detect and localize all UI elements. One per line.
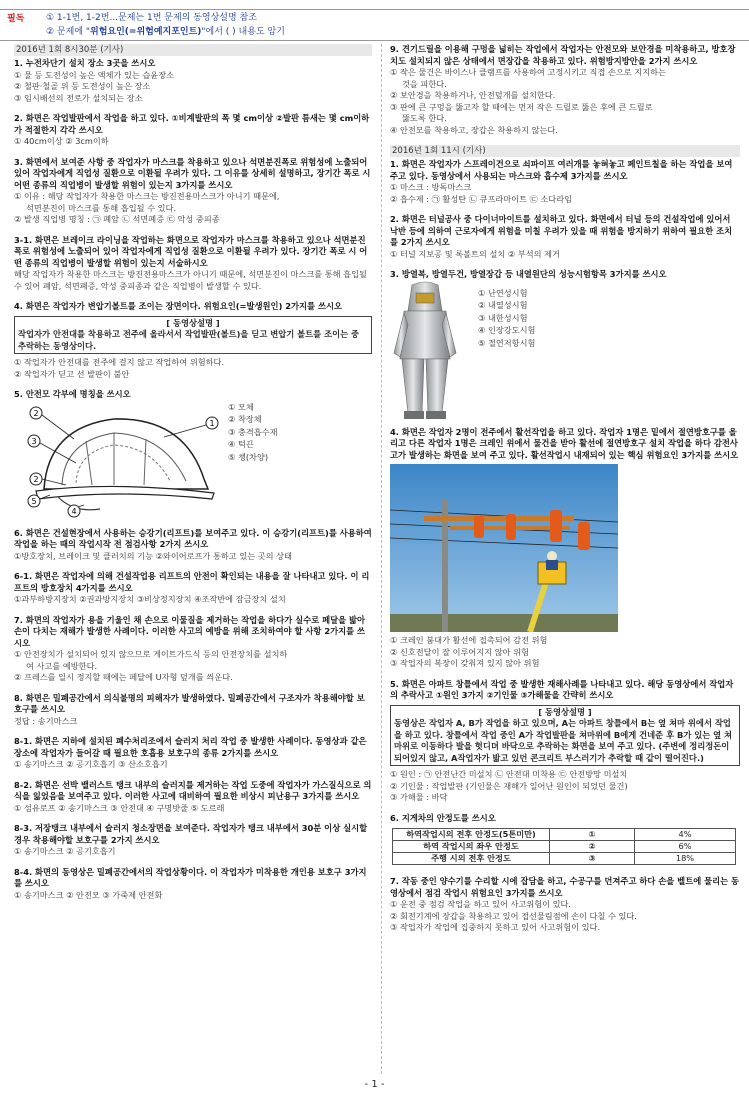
answer: ① 터널 지보공 및 록볼트의 설치 ② 부석의 제거	[390, 248, 560, 259]
table-row: 하역작업시의 전후 안정도(5톤미만) ① 4%	[393, 829, 736, 841]
notice-line-1: ① 1-1번, 1-2번...문제는 1번 문제의 동영상설명 참조	[46, 13, 257, 23]
question: 2. 화면은 터널공사 중 다이너마이트를 설치하고 있다. 화면에서 터널 등의 건설작업에 있어서 낙반 등에 의하여 근로자에게 위험을 미칠 우려가 있을 때 위험을 방지하기 위하여 필요한 조치를 2가지 쓰시오	[390, 214, 733, 247]
answer: ① 40cm이상 ② 3cm이하	[14, 136, 109, 146]
svg-text:2: 2	[33, 408, 39, 418]
section-header: 2016년 1회 8시30분 (기사)	[14, 44, 372, 56]
question: 8-4. 화면의 동영상은 밀폐공간에서의 작업상황이다. 이 작업자가 미착용한 개인용 보호구 3가지를 쓰시오	[14, 866, 367, 888]
question: 3. 방열복, 방열두건, 방열장갑 등 내열원단의 성능시험항목 3가지를 쓰시오	[390, 269, 667, 279]
svg-text:2: 2	[33, 474, 39, 484]
question: 1. 누전차단기 설치 장소 3곳을 쓰시오	[14, 58, 156, 68]
answer: ② 보안경을 착용하거나, 안전덮개를 설치한다.	[390, 90, 556, 100]
answer: ② 철판·철골 위 등 도전성이 높은 장소	[14, 81, 151, 91]
question: 3-1. 화면은 브레이크 라이닝을 작업하는 화면으로 작업자가 마스크를 착용하고 있으나 석면분진 폭로 위험성에 노출되어 있어 작업자에게 직업성 질환으로 이환될 우려가 있다. 장기간 폭로 시 어떤 종류의 직업병이 발생할 위험이 있는지 서술하시오	[14, 234, 368, 268]
answer: ① 작업자가 안전대를 전주에 걸지 않고 작업하여 위험하다.	[14, 357, 225, 367]
answer: ③ 판에 큰 구멍을 뚫고자 할 때에는 먼저 작은 드릴로 뚫은 후에 큰 드릴로	[390, 101, 653, 112]
question: 7. 화면의 작업자가 용을 기울인 채 손으로 이물질을 제거하는 작업을 하다가 실수로 페달을 밟아 손이 다치는 재해가 발생한 사례이다. 이러한 사고의 예방을 위해 조치하여야 할 사항 2가지를 쓰시오	[14, 614, 366, 648]
answer: ② 발생 직업병 명칭 : ㉠ 폐암 ㉡ 석면폐증 ㉢ 악성 중피종	[14, 214, 220, 224]
question: 4. 화면은 작업자가 변압기볼트를 조이는 장면이다. 위험요인(=발생원인) 2가지를 쓰시오	[14, 301, 342, 311]
helmet-figure	[14, 401, 372, 519]
answer: 석면분진이 마스크를 통해 흡입될 수 있다.	[26, 202, 177, 213]
answer: 정답 : 송기마스크	[14, 715, 78, 726]
question: 9. 견기드릴을 이용해 구멍을 넓히는 작업에서 작업자는 안전모와 보안경을 미착용하고, 방호장치도 설치되지 않은 상태에서 면장갑을 착용하고 있다. 위험방지방안을 2가지 쓰시오	[390, 44, 736, 66]
question: 5. 화면은 아파트 창틀에서 작업 중 발생한 재해사례를 나타내고 있다. 해당 동영상에서 작업자의 추락사고 ①원인 3가지 ②기인물 ③가해물을 간략히 쓰시오	[390, 678, 734, 700]
test-items-list: ① 난연성시험 ② 내열성시험 ③ 내한성시험 ④ 인장강도시험 ⑤ 절연저항시험	[478, 287, 536, 348]
answer: ① 원인 : ㉠ 안전난간 미설치 ㉡ 안전대 미착용 ㉢ 안전방망 미설치	[390, 769, 628, 779]
answer: ② 프레스를 일시 정지할 때에는 페달에 U자형 덮개를 씌운다.	[14, 672, 233, 682]
answer: ① 송기마스크 ② 공기호흡기	[14, 846, 116, 856]
question: 8-2. 화면은 선박 밸러스트 탱크 내부의 슬러지를 제거하는 작업 도중에 작업자가 가스질식으로 의식을 잃었음을 보여주고 있다. 이러한 사고에 대비하여 필요한 비상시 피난용구 3가지를 쓰시오	[14, 779, 372, 801]
question: 6-1. 화면은 작업자에 의해 건설작업용 리프트의 안전이 확인되는 내용을 잘 나타내고 있다. 이 리프트의 방호장치 4가지를 쓰시오	[14, 571, 370, 593]
svg-text:1: 1	[209, 418, 215, 428]
section-header: 2016년 1회 11시 (기사)	[390, 145, 740, 157]
question: 6. 지게차의 안정도를 쓰시오	[390, 812, 496, 823]
answer: ③ 작업자의 복장이 갖춰져 있지 않아 위험	[390, 658, 540, 668]
question: 3. 화면에서 보여준 사항 중 작업자가 마스크를 착용하고 있으나 석면분진폭로 위험성에 노출되어 있어 작업자에게 직업성 질환으로 이환될 우려가 있다. 그 이유를 상세히 설명하고, 장기간 폭로 시 어떤 종류의 직업병이 발생할 위험이 있는지 3가지를 쓰시오	[14, 156, 371, 190]
answer: ① 이유 : 해당 작업자가 착용한 마스크는 방진전용마스크가 아니기 때문에,	[14, 191, 280, 201]
answer: 여 사고를 예방한다.	[26, 660, 98, 671]
helmet-diagram	[14, 401, 222, 519]
question: 4. 화면은 작업자 2명이 전주에서 활선작업을 하고 있다. 작업자 1명은 밑에서 절연방호구를 올리고 다른 작업자 1명은 크레인 위에서 물건을 받아 활선에 절연방호구 설치 작업을 하다 감전사고가 발생하는 화면을 보여 주고 있다. 활선작업시 내재되어 있는 핵심 위험요인 3가지를 쓰시오	[390, 426, 739, 460]
answer: 뚫도록 한다.	[402, 113, 447, 123]
video-description-box: [ 동영상설명 ] 동영상은 작업자 A, B가 작업을 하고 있으며, A는 아파트 창틀에서 B는 옆 쳐마 위에서 작업을 하고 있다. 창틀에서 작업 중인 A가 작업발판을 쳐마위에 B에게 건네준 후 B가 있는 옆 쳐마위로 이동하다 발을 헛디뎌 바닥으로 추락하는 화면을 보여 주고 있다. (주변에 정리정돈이 되어있지 않고, A작업자가 밟고 있던 콘크리트 부스러기가 추락할 때 같이 떨어진다.)	[390, 705, 740, 767]
answer: ② 작업자가 딛고 선 발판이 불안	[14, 368, 130, 379]
table-row: 주행 시의 전후 안정도 ③ 18%	[393, 853, 736, 865]
answer: 해당 작업자가 착용한 마스크는 방진전용마스크가 아니기 때문에, 석면분진이 마스크를 통해 흡입될 수 있어 폐암, 석면폐증, 악성 중피종과 같은 직업병이 발생할 수 있다.	[14, 269, 367, 291]
left-column	[14, 44, 372, 901]
question: 8. 화면은 밀폐공간에서 의식불명의 피해자가 발생하였다. 밀폐공간에서 구조자가 착용해야할 보호구를 쓰시오	[14, 692, 365, 714]
answer: ② 흡수제 : ㉠ 활성탄 ㉡ 큐프라마이트 ㉢ 소다라임	[390, 193, 573, 204]
right-column	[390, 44, 740, 934]
answer: ① 물 등 도전성이 높은 액체가 있는 습윤장소	[14, 69, 175, 80]
heat-suit-figure	[390, 281, 740, 421]
page-number: - 1 -	[364, 1079, 385, 1090]
notice-banner	[0, 9, 749, 41]
helmet-parts-list: ① 모체 ② 착장체 ③ 충격흡수재 ④ 턱끈 ⑤ 챙(차양)	[228, 401, 278, 462]
answer: ① 작은 물건은 바이스나 클램프를 사용하여 고정시키고 직접 손으로 지지하는	[390, 67, 666, 77]
live-wire-work-photo	[390, 464, 618, 632]
answer: ② 기인물 : 작업발판 (기인물은 재해가 일어난 원인이 되었던 물건)	[390, 780, 628, 791]
forklift-stability-table	[392, 828, 736, 865]
question: 7. 작동 중인 양수기를 수리할 시에 잡담을 하고, 수공구를 던져주고 하다 손을 벨트에 물리는 동영상에서 점검 작업시 위험요인 3가지를 쓰시오	[390, 876, 740, 898]
answer: ④ 안전모를 착용하고, 장갑은 착용하지 않는다.	[390, 124, 558, 135]
question: 5. 안전모 각부에 명칭을 쓰시오	[14, 389, 131, 399]
notice-label: 필독	[7, 14, 25, 24]
question: 6. 화면은 건설현장에서 사용하는 승강기(리프트)를 보여주고 있다. 이 승강기(리프트)를 사용하여 작업을 하는 때의 작업시작 전 점검사항 2가지 쓰시오	[14, 527, 372, 549]
question: 2. 화면은 작업발판에서 작업을 하고 있다. ①비계발판의 폭 몇 cm이상 ②발판 틈새는 몇 cm이하가 적절한지 각각 쓰시오	[14, 113, 370, 135]
heat-suit-image	[390, 281, 460, 421]
svg-text:5: 5	[31, 496, 37, 506]
answer: ①방호장치, 브레이크 및 클러치의 기능 ②와이어로프가 통하고 있는 곳의 상태	[14, 550, 292, 561]
answer: ② 신호전달이 잘 이루어지지 않아 위험	[390, 646, 529, 657]
answer: ① 크레인 붐대가 활선에 접촉되어 감전 위험	[390, 635, 548, 645]
answer: ①과부하방지장치 ②권과방지장치 ③비상정지장치 ④조작반에 잠금장치 설치	[14, 594, 286, 604]
notice-line-2: ② 문제에 "위험요인(=위험예지포인트)"에서 ( ) 내용도 암기	[46, 27, 285, 37]
svg-text:3: 3	[31, 436, 37, 446]
svg-text:4: 4	[71, 506, 77, 516]
answer: ① 운전 중 점검 작업을 하고 있어 사고위험이 있다.	[390, 899, 572, 909]
answer: ① 송기마스크 ② 공기호흡기 ③ 산소호흡기	[14, 759, 168, 769]
answer: ② 회전기계에 장갑을 착용하고 있어 접선물림점에 손이 다칠 수 있다.	[390, 910, 637, 921]
question: 8-3. 저장탱크 내부에서 슬러지 청소장면을 보여준다. 작업자가 탱크 내부에서 30분 이상 실시할 경우 착용해야할 보호구를 2가지 쓰시오	[14, 823, 368, 845]
answer: ① 안전장치가 설치되어 있지 않으므로 게이트가드식 등의 안전장치를 설치하	[14, 649, 288, 659]
question: 8-1. 화면은 지하에 설치된 폐수처리조에서 슬러지 처리 작업 중 발생한 사례이다. 동영상과 같은 장소에 작업자가 들어갈 때 필요한 호흡용 보호구의 종류 2가지를 쓰시오	[14, 736, 367, 758]
answer: ③ 작업자가 작업에 집중하지 못하고 있어 사고위험이 있다.	[390, 922, 601, 932]
answer: ③ 임시배선의 전로가 설치되는 장소	[14, 92, 143, 103]
table-row: 하역 작업시의 좌우 안정도 ② 6%	[393, 841, 736, 853]
column-divider	[381, 44, 383, 1074]
answer: ① 송기마스크 ② 안전모 ③ 가죽제 안전화	[14, 889, 163, 900]
answer: ① 마스크 : 방독마스크	[390, 182, 472, 192]
answer: ③ 가해물 : 바닥	[390, 792, 448, 802]
answer: ① 섬유로프 ② 송기마스크 ③ 안전대 ④ 구명밧줄 ⑤ 도르래	[14, 802, 225, 813]
question: 1. 화면은 작업자가 스프레이건으로 쇠파이프 여러개를 놓혀놓고 페인트칠을 하는 작업을 보여주고 있다. 동영상에서 사용되는 마스크와 흡수제 3가지를 쓰시오	[390, 159, 733, 181]
answer: 것을 피한다.	[402, 78, 447, 89]
video-description-box: [ 동영상설명 ] 작업자가 안전대를 착용하고 전주에 올라서서 작업발판(볼트)을 딛고 변압기 볼트를 조이는 중 추락하는 동영상이다.	[14, 316, 372, 355]
